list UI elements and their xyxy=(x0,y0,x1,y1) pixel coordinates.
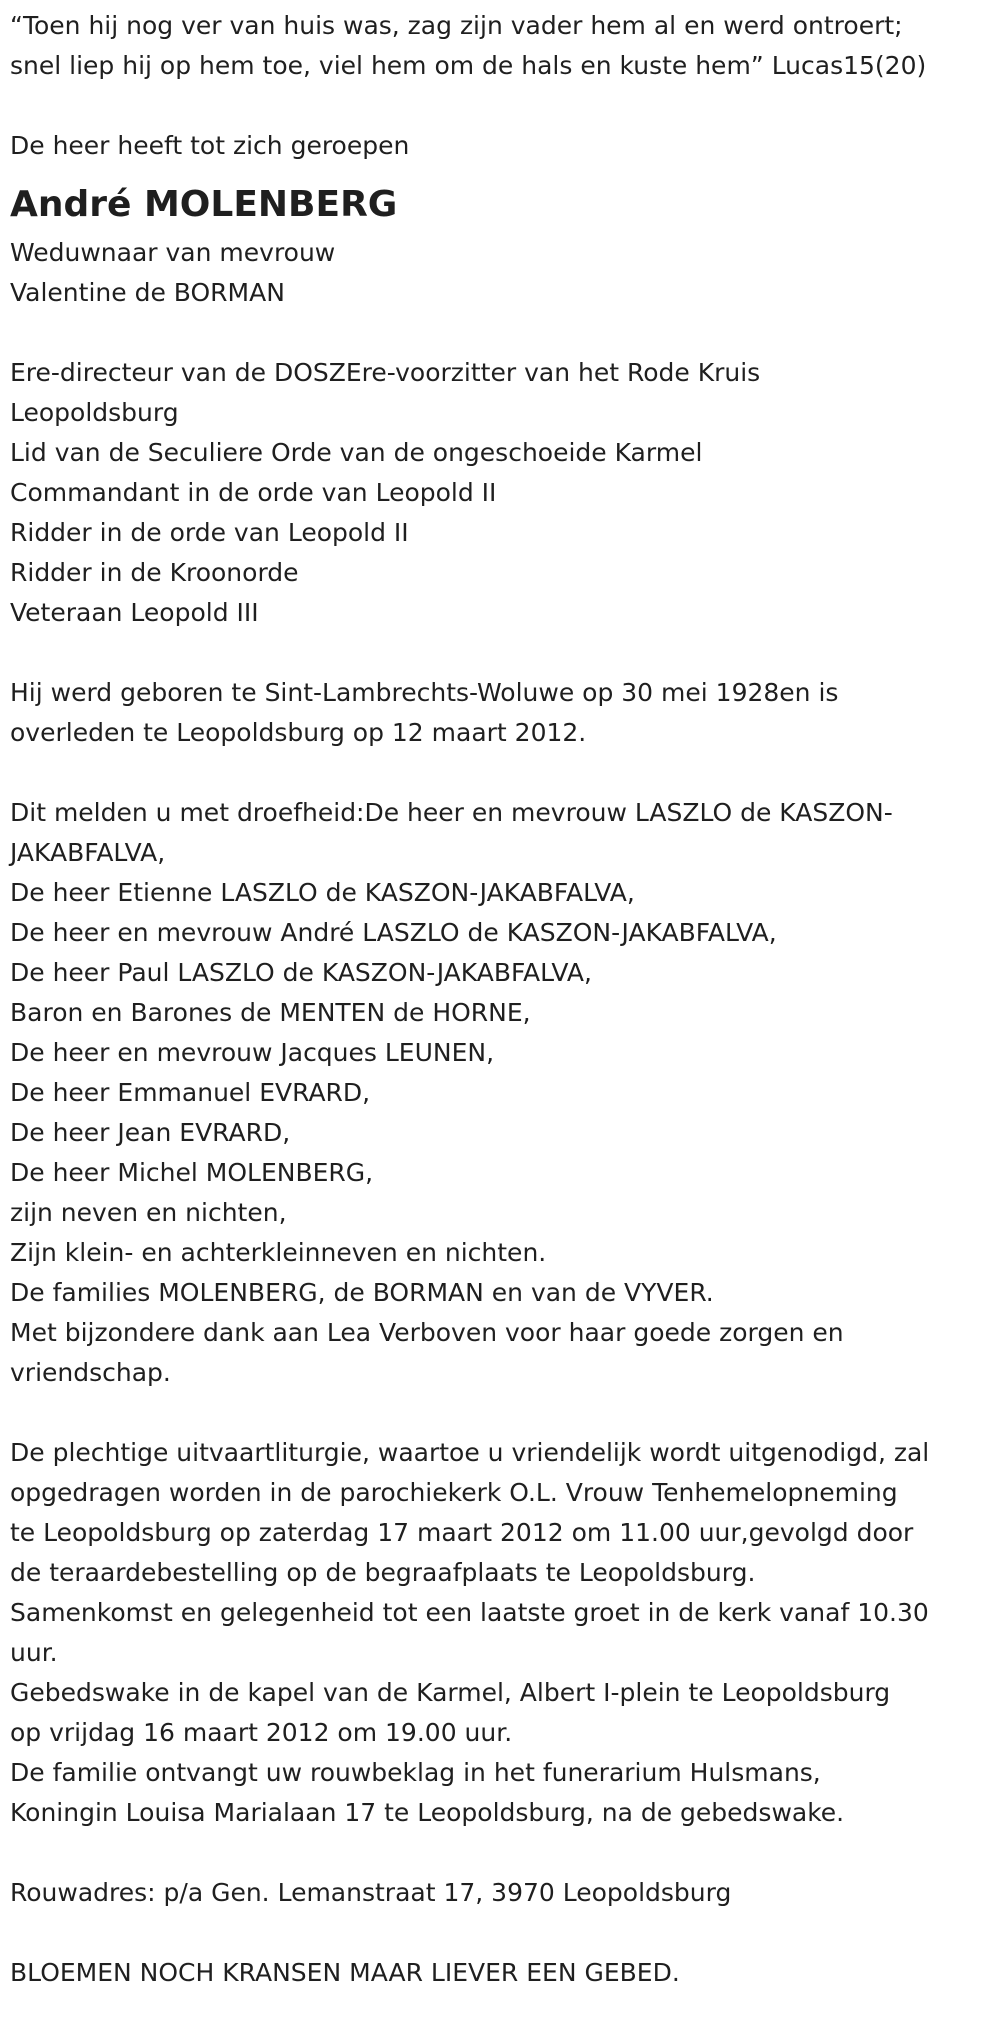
title-line: Veteraan Leopold III xyxy=(10,598,259,627)
title-line: Leopoldsburg xyxy=(10,398,179,427)
announcer-line: De heer en mevrouw Jacques LEUNEN, xyxy=(10,1038,495,1067)
spacer xyxy=(10,1393,990,1433)
announcer-line: Zijn klein- en achterkleinneven en nichten. xyxy=(10,1238,547,1267)
ceremony-line: te Leopoldsburg op zaterdag 17 maart 2012 om 11.00 uur,gevolgd door xyxy=(10,1518,914,1547)
ceremony-line: de teraardebestelling op de begraafplaats te Leopoldsburg. xyxy=(10,1558,756,1587)
ceremony-line: op vrijdag 16 maart 2012 om 19.00 uur. xyxy=(10,1718,513,1747)
announcer-line: De heer Paul LASZLO de KASZON-JAKABFALVA, xyxy=(10,958,592,987)
intro-text: De heer heeft tot zich geroepen xyxy=(10,131,410,160)
spacer xyxy=(10,1833,990,1873)
obituary-document xyxy=(10,6,990,1993)
spouse-line: Weduwnaar van mevrouw xyxy=(10,238,336,267)
quote-line: snel liep hij op hem toe, viel hem om de hals en kuste hem” Lucas15(20) xyxy=(10,51,927,80)
birth-death-line: Hij werd geboren te Sint-Lambrechts-Woluwe op 30 mei 1928en is xyxy=(10,678,839,707)
ceremony-line: De familie ontvangt uw rouwbeklag in het funerarium Hulsmans, xyxy=(10,1758,821,1787)
title-line: Lid van de Seculiere Orde van de ongeschoeide Karmel xyxy=(10,438,703,467)
quote-line: “Toen hij nog ver van huis was, zag zijn vader hem al en werd ontroert; xyxy=(10,11,903,40)
ceremony-line: opgedragen worden in de parochiekerk O.L. Vrouw Tenhemelopneming xyxy=(10,1478,898,1507)
announcer-line: De heer Emmanuel EVRARD, xyxy=(10,1078,371,1107)
announcer-line: zijn neven en nichten, xyxy=(10,1198,287,1227)
closing-request: BLOEMEN NOCH KRANSEN MAAR LIEVER EEN GEBED. xyxy=(10,1958,680,1987)
spouse-line: Valentine de BORMAN xyxy=(10,278,285,307)
ceremony-info xyxy=(10,1433,990,1833)
title-line: Commandant in de orde van Leopold II xyxy=(10,478,497,507)
titles-list xyxy=(10,353,990,633)
announcer-line: Dit melden u met droefheid:De heer en mevrouw LASZLO de KASZON- xyxy=(10,798,893,827)
ceremony-line: Gebedswake in de kapel van de Karmel, Albert I-plein te Leopoldsburg xyxy=(10,1678,891,1707)
spouse-info xyxy=(10,233,990,313)
announcer-line: De heer Etienne LASZLO de KASZON-JAKABFALVA, xyxy=(10,878,635,907)
announcers-list xyxy=(10,793,990,1393)
announcer-line: vriendschap. xyxy=(10,1358,171,1387)
deceased-name: André MOLENBERG xyxy=(10,184,398,225)
spacer xyxy=(10,753,990,793)
title-line: Ridder in de orde van Leopold II xyxy=(10,518,409,547)
announcer-line: De families MOLENBERG, de BORMAN en van de VYVER. xyxy=(10,1278,714,1307)
ceremony-line: Koningin Louisa Marialaan 17 te Leopoldsburg, na de gebedswake. xyxy=(10,1798,845,1827)
announcer-line: JAKABFALVA, xyxy=(10,838,166,867)
spacer xyxy=(10,313,990,353)
ceremony-line: De plechtige uitvaartliturgie, waartoe u vriendelijk wordt uitgenodigd, zal xyxy=(10,1438,930,1467)
spacer xyxy=(10,633,990,673)
bible-quote xyxy=(10,6,990,86)
announcer-line: De heer en mevrouw André LASZLO de KASZON-JAKABFALVA, xyxy=(10,918,777,947)
spacer xyxy=(10,1913,990,1953)
birth-death-info xyxy=(10,673,990,753)
announcer-line: De heer Michel MOLENBERG, xyxy=(10,1158,374,1187)
announcer-line: Baron en Barones de MENTEN de HORNE, xyxy=(10,998,531,1027)
spacer xyxy=(10,86,990,126)
title-line: Ere-directeur van de DOSZEre-voorzitter van het Rode Kruis xyxy=(10,358,761,387)
announcer-line: Met bijzondere dank aan Lea Verboven voor haar goede zorgen en xyxy=(10,1318,844,1347)
title-line: Ridder in de Kroonorde xyxy=(10,558,299,587)
ceremony-line: uur. xyxy=(10,1638,58,1667)
announcer-line: De heer Jean EVRARD, xyxy=(10,1118,291,1147)
birth-death-line: overleden te Leopoldsburg op 12 maart 2012. xyxy=(10,718,587,747)
ceremony-line: Samenkomst en gelegenheid tot een laatste groet in de kerk vanaf 10.30 xyxy=(10,1598,929,1627)
mourning-address: Rouwadres: p/a Gen. Lemanstraat 17, 3970 Leopoldsburg xyxy=(10,1878,732,1907)
